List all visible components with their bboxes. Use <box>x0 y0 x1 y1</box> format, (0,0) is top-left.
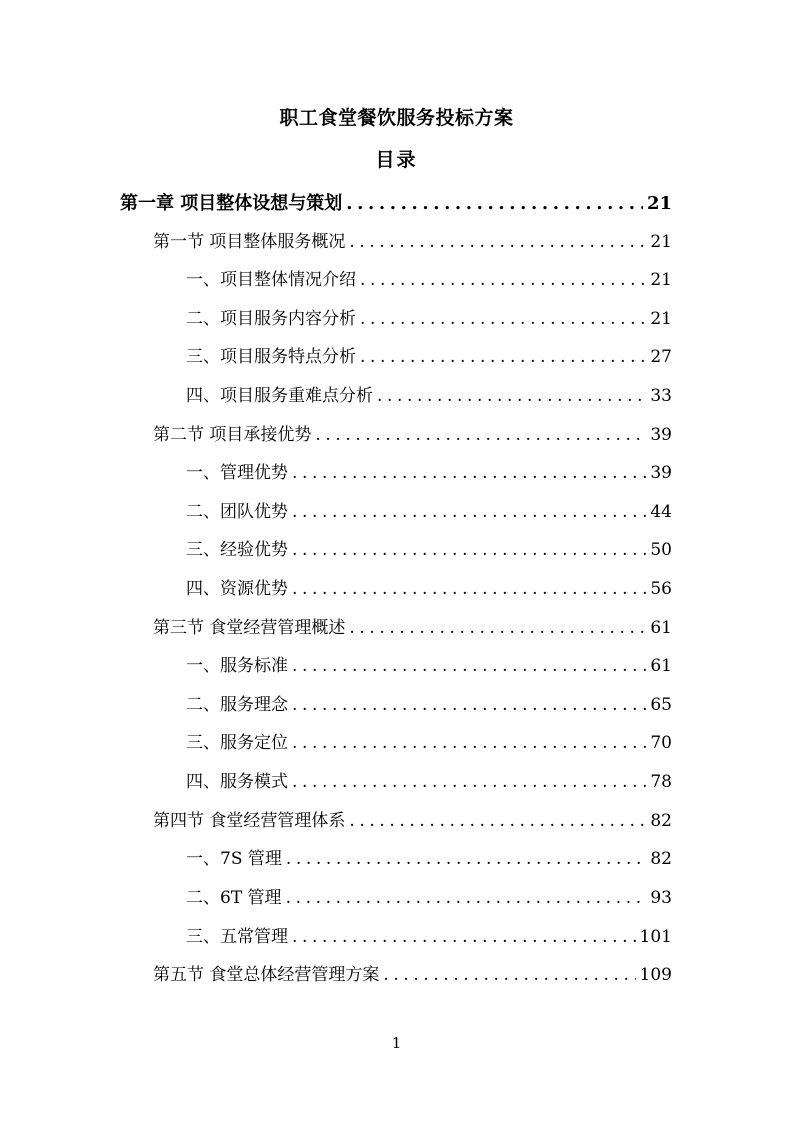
toc-entry-page: 93 <box>650 888 672 908</box>
toc-leader-dots <box>292 766 646 798</box>
toc-entry-label: 三、项目服务特点分析 <box>186 347 356 367</box>
toc-entry-page: 39 <box>650 463 672 483</box>
toc-leader-dots <box>286 882 647 914</box>
document-title: 职工食堂餐饮服务投标方案 <box>279 107 514 129</box>
toc-entry-label: 三、经验优势 <box>186 540 288 560</box>
toc-entry-label: 二、团队优势 <box>186 502 288 522</box>
toc-entry-label: 一、管理优势 <box>186 463 288 483</box>
toc-entry-label: 第一节 项目整体服务概况 <box>153 232 346 252</box>
toc-leader-dots <box>286 843 646 875</box>
toc-entry-page: 50 <box>650 540 672 560</box>
toc-entry-page: 21 <box>646 193 672 214</box>
toc-entry[interactable] <box>186 727 672 759</box>
toc-entry[interactable] <box>153 612 672 644</box>
toc-entry[interactable] <box>186 341 672 373</box>
toc-leader-dots <box>315 419 646 451</box>
toc-leader-dots <box>292 650 646 682</box>
toc-leader-dots <box>292 496 646 528</box>
toc-entry-label: 四、资源优势 <box>186 579 288 599</box>
toc-entry-label: 二、服务理念 <box>186 695 288 715</box>
toc-entry-page: 82 <box>650 811 672 831</box>
toc-entry-label: 一、7S 管理 <box>186 849 282 869</box>
toc-entry-page: 21 <box>650 232 672 252</box>
toc-entry-label: 第二节 项目承接优势 <box>153 425 312 445</box>
toc-entry-label: 第五节 食堂总体经营管理方案 <box>153 965 380 985</box>
toc-entry-page: 27 <box>650 347 672 367</box>
toc-entry[interactable] <box>153 805 672 837</box>
page-number: 1 <box>391 1034 402 1052</box>
toc-entry[interactable] <box>186 457 672 489</box>
toc-entry[interactable] <box>120 188 672 220</box>
toc-entry-page: 33 <box>650 386 672 406</box>
toc-leader-dots <box>292 573 646 605</box>
toc-entry[interactable] <box>186 264 672 296</box>
toc-entry-page: 44 <box>650 502 672 522</box>
toc-leader-dots <box>349 612 646 644</box>
toc-entry-page: 61 <box>650 656 672 676</box>
toc-entry[interactable] <box>153 226 672 258</box>
toc-leader-dots <box>377 380 646 412</box>
toc-entry[interactable] <box>186 843 672 875</box>
toc-entry[interactable] <box>153 419 672 451</box>
toc-leader-dots <box>383 959 635 991</box>
toc-entry-label: 二、6T 管理 <box>186 888 282 908</box>
toc-entry[interactable] <box>186 766 672 798</box>
toc-entry-label: 四、项目服务重难点分析 <box>186 386 373 406</box>
toc-entry-label: 第一章 项目整体设想与策划 <box>120 193 343 214</box>
toc-entry-label: 一、项目整体情况介绍 <box>186 270 356 290</box>
toc-entry-page: 101 <box>639 927 672 947</box>
toc-leader-dots <box>292 727 646 759</box>
toc-entry-page: 109 <box>639 965 672 985</box>
toc-leader-dots <box>292 457 646 489</box>
toc-entry[interactable] <box>186 650 672 682</box>
toc-leader-dots <box>349 226 646 258</box>
toc-entry[interactable] <box>186 689 672 721</box>
toc-entry-label: 第三节 食堂经营管理概述 <box>153 618 346 638</box>
toc-entry-page: 21 <box>650 309 672 329</box>
toc-entry[interactable] <box>186 882 672 914</box>
toc-entry[interactable] <box>186 496 672 528</box>
toc-entry[interactable] <box>186 303 672 335</box>
toc-leader-dots <box>360 303 646 335</box>
toc-entry-page: 56 <box>650 579 672 599</box>
toc-entry-page: 39 <box>650 425 672 445</box>
toc-leader-dots <box>346 188 643 220</box>
toc-entry-page: 61 <box>650 618 672 638</box>
toc-entry-label: 三、服务定位 <box>186 733 288 753</box>
toc-leader-dots <box>360 264 646 296</box>
toc-entry-label: 三、五常管理 <box>186 927 288 947</box>
toc-entry-page: 82 <box>650 849 672 869</box>
toc-entry[interactable] <box>153 959 672 991</box>
toc-entry-page: 78 <box>650 772 672 792</box>
toc-leader-dots <box>349 805 646 837</box>
toc-entry[interactable] <box>186 380 672 412</box>
toc-leader-dots <box>292 689 646 721</box>
toc-entry-page: 65 <box>650 695 672 715</box>
toc-entry-page: 70 <box>650 733 672 753</box>
toc-entry-label: 一、服务标准 <box>186 656 288 676</box>
toc-entry[interactable] <box>186 921 672 953</box>
toc-leader-dots <box>292 921 636 953</box>
toc-entry[interactable] <box>186 534 672 566</box>
toc-entry[interactable] <box>186 573 672 605</box>
toc-leader-dots <box>360 341 646 373</box>
toc-entry-label: 第四节 食堂经营管理体系 <box>153 811 346 831</box>
toc-entry-label: 四、服务模式 <box>186 772 288 792</box>
toc-entry-page: 21 <box>650 270 672 290</box>
toc-entry-label: 二、项目服务内容分析 <box>186 309 356 329</box>
toc-leader-dots <box>292 534 646 566</box>
toc-heading: 目录 <box>375 149 418 171</box>
